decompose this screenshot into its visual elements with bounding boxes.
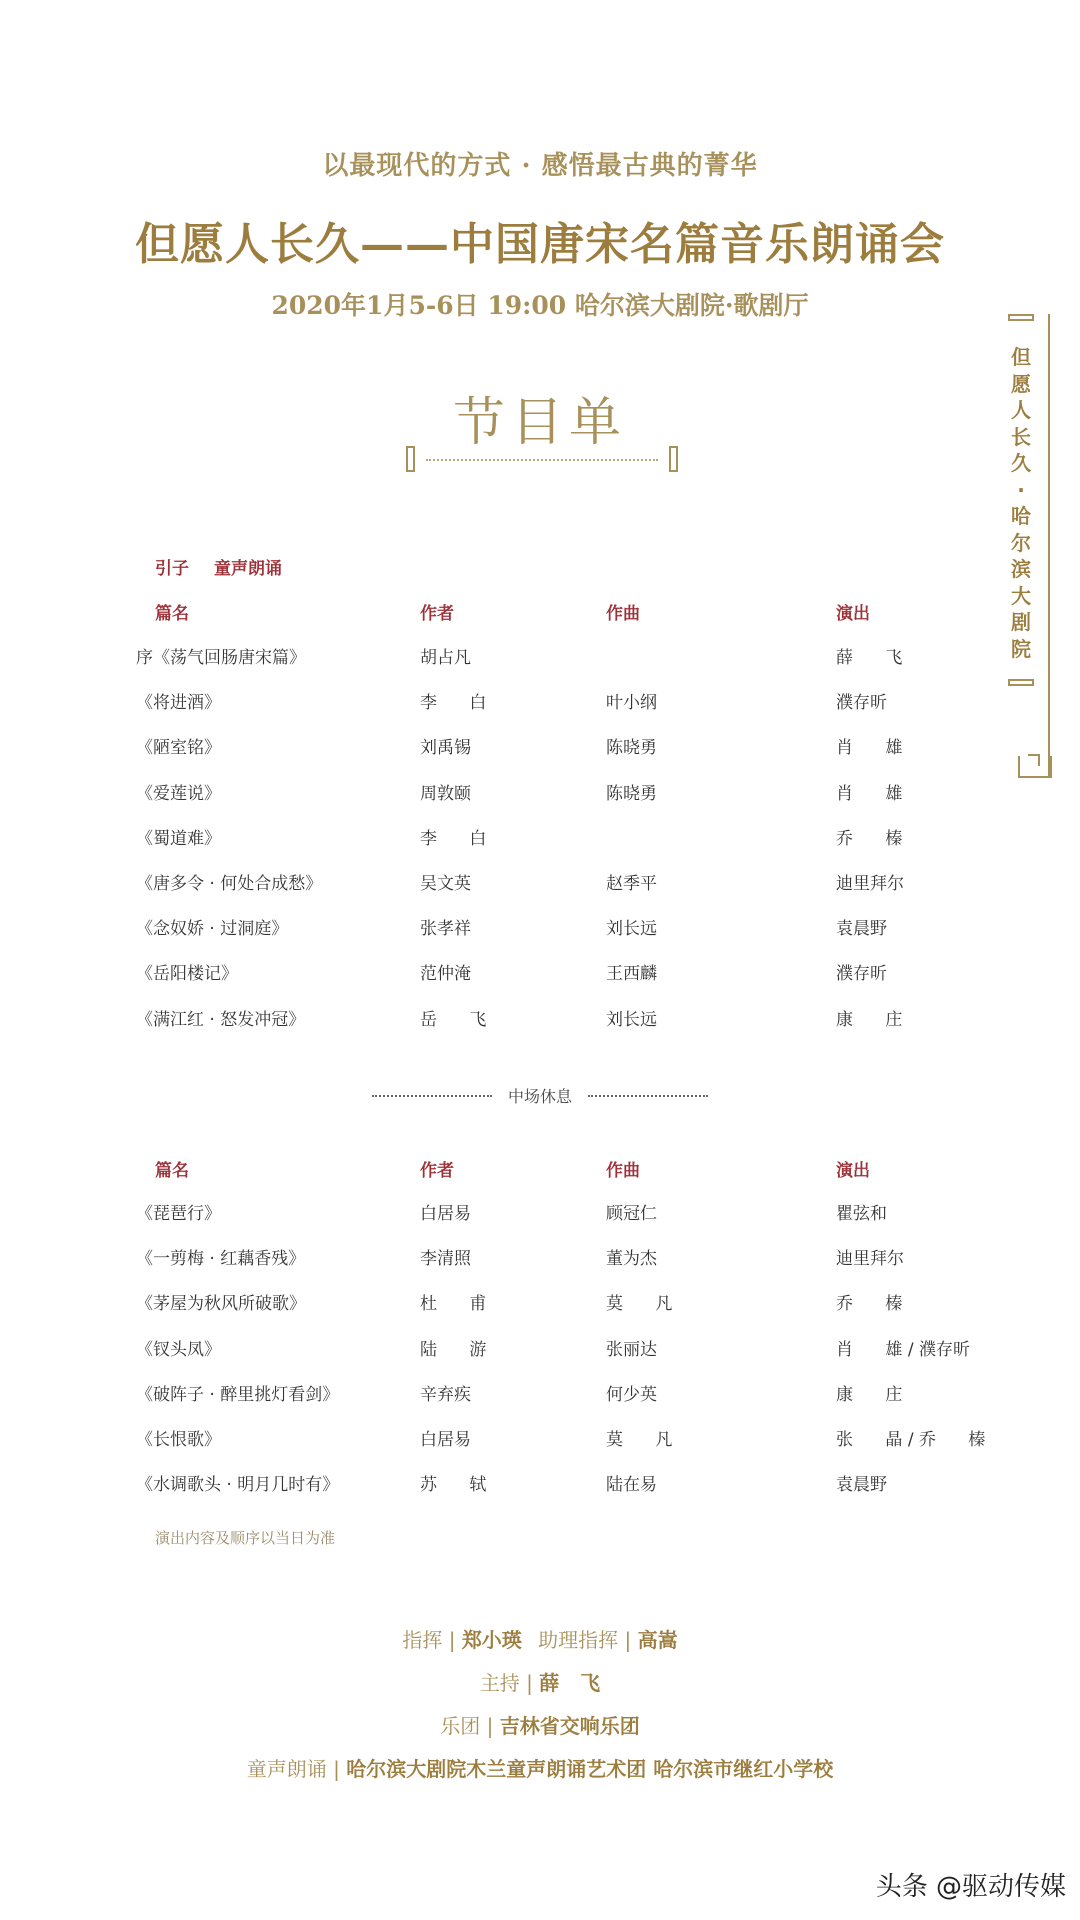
- program-title: 《钗头凤》: [136, 1339, 221, 1360]
- program-row: [0, 959, 1080, 999]
- program-row: [0, 869, 1080, 909]
- tagline: 以最现代的方式 · 感悟最古典的菁华: [322, 151, 758, 181]
- program-composer: 莫 凡: [606, 1430, 673, 1450]
- side-panel-top-bar: [1008, 314, 1034, 321]
- program-composer: 王西麟: [606, 964, 657, 985]
- program-performer: 袁晨野: [836, 919, 887, 940]
- program-title: 《水调歌头 · 明月几时有》: [136, 1475, 340, 1496]
- separator: |: [624, 1628, 638, 1652]
- program-title: 《破阵子 · 醉里挑灯看剑》: [136, 1384, 340, 1405]
- side-panel-char: 剧: [1011, 610, 1031, 634]
- intro-label: 引子: [155, 559, 189, 579]
- program-row: [0, 643, 1080, 683]
- program-performer: 迪里拜尔: [836, 874, 904, 894]
- col-composer-header: 作曲: [606, 604, 640, 624]
- program-row: [0, 1470, 1080, 1510]
- side-panel-char: 大: [1011, 583, 1031, 608]
- program-author: 杜 甫: [420, 1294, 487, 1315]
- orchestra-label: 乐团: [440, 1714, 481, 1738]
- col-author-header: 作者: [420, 1161, 454, 1181]
- program-performer: 濮存昕: [836, 693, 887, 714]
- program-row: [0, 914, 1080, 954]
- program-row: [0, 1425, 1080, 1465]
- program-composer: 刘长远: [606, 1009, 657, 1030]
- program-title: 《岳阳楼记》: [136, 964, 238, 985]
- program-performer: 肖 雄: [836, 738, 903, 759]
- program-title: 《念奴娇 · 过洞庭》: [136, 919, 289, 940]
- program-performer: 肖 雄: [836, 783, 903, 804]
- col-performer-header: 演出: [836, 604, 870, 624]
- program-title: 《茅屋为秋风所破歌》: [136, 1294, 306, 1315]
- side-panel-char: 久: [1011, 451, 1031, 475]
- program-composer: 张丽达: [606, 1339, 657, 1360]
- program-performer: 袁晨野: [836, 1475, 887, 1496]
- program-title: 《陋室铭》: [136, 738, 221, 759]
- credit-children: [0, 1753, 1080, 1782]
- program-author: 苏 轼: [420, 1475, 487, 1496]
- program-row: [0, 1199, 1080, 1239]
- separator: |: [486, 1714, 500, 1738]
- program-row: [0, 1335, 1080, 1375]
- credit-orchestra: [0, 1710, 1080, 1739]
- program-performer: 肖 雄 / 濮存昕: [836, 1339, 970, 1360]
- col-composer-header: 作曲: [606, 1161, 640, 1181]
- program-title: 《一剪梅 · 红藕香残》: [136, 1249, 306, 1270]
- program-title: 序《荡气回肠唐宋篇》: [136, 648, 306, 668]
- intermission: [370, 1084, 710, 1108]
- col-title-header: 篇名: [155, 604, 189, 624]
- program-row: [0, 688, 1080, 728]
- col-performer-header: 演出: [836, 1161, 870, 1181]
- program-performer: 乔 榛: [836, 828, 903, 849]
- program-row: [0, 733, 1080, 773]
- side-panel-char: 院: [1011, 636, 1031, 661]
- program-title: 《琵琶行》: [136, 1204, 221, 1224]
- date-venue: 2020年1月5-6日 19:00 哈尔滨大剧院·歌剧厅: [271, 291, 809, 320]
- separator: |: [526, 1671, 540, 1695]
- program-author: 辛弃疾: [420, 1384, 471, 1405]
- ornament-right-bracket: [669, 446, 678, 472]
- title-ornament: [400, 440, 684, 480]
- assistant-label: 助理指挥: [538, 1628, 619, 1652]
- program-performer: 迪里拜尔: [836, 1249, 904, 1270]
- program-title: 《将进酒》: [136, 693, 221, 714]
- side-panel-char: 尔: [1011, 530, 1031, 555]
- program-author: 吴文英: [420, 874, 471, 894]
- program-title: 《爱莲说》: [136, 783, 221, 804]
- program-author: 李 白: [420, 693, 487, 714]
- program-performer: 康 庄: [836, 1009, 903, 1030]
- program-performer: 瞿弦和: [836, 1204, 887, 1224]
- program-performer: 薛 飞: [836, 648, 903, 668]
- program-performer: 濮存昕: [836, 964, 887, 985]
- program-composer: 陆在易: [606, 1475, 657, 1496]
- program-author: 胡占凡: [420, 648, 471, 668]
- intermission-line-right: [588, 1095, 708, 1097]
- program-composer: 何少英: [606, 1384, 657, 1405]
- program-title: 《满江红 · 怒发冲冠》: [136, 1009, 306, 1030]
- program-composer: 刘长远: [606, 919, 657, 940]
- separator: |: [333, 1757, 347, 1781]
- separator: |: [448, 1628, 462, 1652]
- conductor-label: 指挥: [402, 1628, 443, 1652]
- assistant-name: 高嵩: [637, 1628, 678, 1652]
- children-label: 童声朗诵: [246, 1757, 327, 1781]
- main-title: 但愿人长久——中国唐宋名篇音乐朗诵会: [135, 219, 945, 270]
- program-author: 陆 游: [420, 1339, 487, 1360]
- program-composer: 顾冠仁: [606, 1204, 657, 1224]
- program-composer: 莫 凡: [606, 1294, 673, 1315]
- program-author: 刘禹锡: [420, 738, 471, 759]
- program-row: [0, 1005, 1080, 1045]
- program-author: 李清照: [420, 1249, 471, 1270]
- program-author: 李 白: [420, 828, 487, 849]
- program-author: 白居易: [420, 1204, 471, 1224]
- side-panel-char: 愿: [1011, 371, 1031, 396]
- program-row: [0, 824, 1080, 864]
- program-composer: 赵季平: [606, 874, 657, 894]
- program-title: 《蜀道难》: [136, 828, 221, 849]
- program-author: 白居易: [420, 1430, 471, 1450]
- program-performer: 乔 榛: [836, 1294, 903, 1315]
- intermission-label: 中场休息: [507, 1087, 572, 1106]
- program-composer: 陈晓勇: [606, 738, 657, 759]
- credit-conductors: [0, 1624, 1080, 1653]
- conductor-name: 郑小瑛: [461, 1628, 522, 1652]
- program-author: 张孝祥: [420, 919, 471, 940]
- intro-value: 童声朗诵: [214, 559, 282, 579]
- col-author-header: 作者: [420, 604, 454, 624]
- program-row: [0, 1244, 1080, 1284]
- program-author: 周敦颐: [420, 783, 471, 804]
- children-name: 哈尔滨大剧院木兰童声朗诵艺术团 哈尔滨市继红小学校: [346, 1757, 834, 1781]
- side-panel-char: 长: [1011, 424, 1031, 449]
- host-name: 薛 飞: [539, 1671, 601, 1695]
- program-title: 节目单: [452, 393, 627, 453]
- program-author: 范仲淹: [420, 964, 471, 985]
- program-composer: 叶小纲: [606, 693, 657, 714]
- side-panel-char: 人: [1011, 398, 1031, 422]
- credit-host: [0, 1667, 1080, 1696]
- program-row: [0, 779, 1080, 819]
- side-panel-char: 滨: [1011, 557, 1031, 581]
- col-title-header: 篇名: [155, 1161, 189, 1181]
- disclaimer-note: 演出内容及顺序以当日为准: [155, 1529, 336, 1547]
- program-performer: 张 晶 / 乔 榛: [836, 1430, 986, 1450]
- side-panel-char: 哈: [1011, 504, 1031, 528]
- ornament-left-bracket: [406, 446, 415, 472]
- side-panel-char: 但: [1011, 345, 1031, 369]
- host-label: 主持: [479, 1671, 520, 1695]
- program-performer: 康 庄: [836, 1384, 903, 1405]
- program-author: 岳 飞: [420, 1009, 487, 1030]
- ornament-dotted-line: [426, 459, 658, 461]
- side-panel-text: [1006, 344, 1036, 662]
- program-row: [0, 1380, 1080, 1420]
- program-title: 《唐多令 · 何处合成愁》: [136, 874, 323, 894]
- side-panel-char: ·: [1017, 477, 1025, 502]
- program-title: 《长恨歌》: [136, 1430, 221, 1450]
- orchestra-name: 吉林省交响乐团: [499, 1714, 640, 1738]
- program-composer: 陈晓勇: [606, 783, 657, 804]
- program-row: [0, 1289, 1080, 1329]
- watermark: 头条 @驱动传媒: [875, 1872, 1066, 1902]
- program-composer: 董为杰: [606, 1249, 657, 1270]
